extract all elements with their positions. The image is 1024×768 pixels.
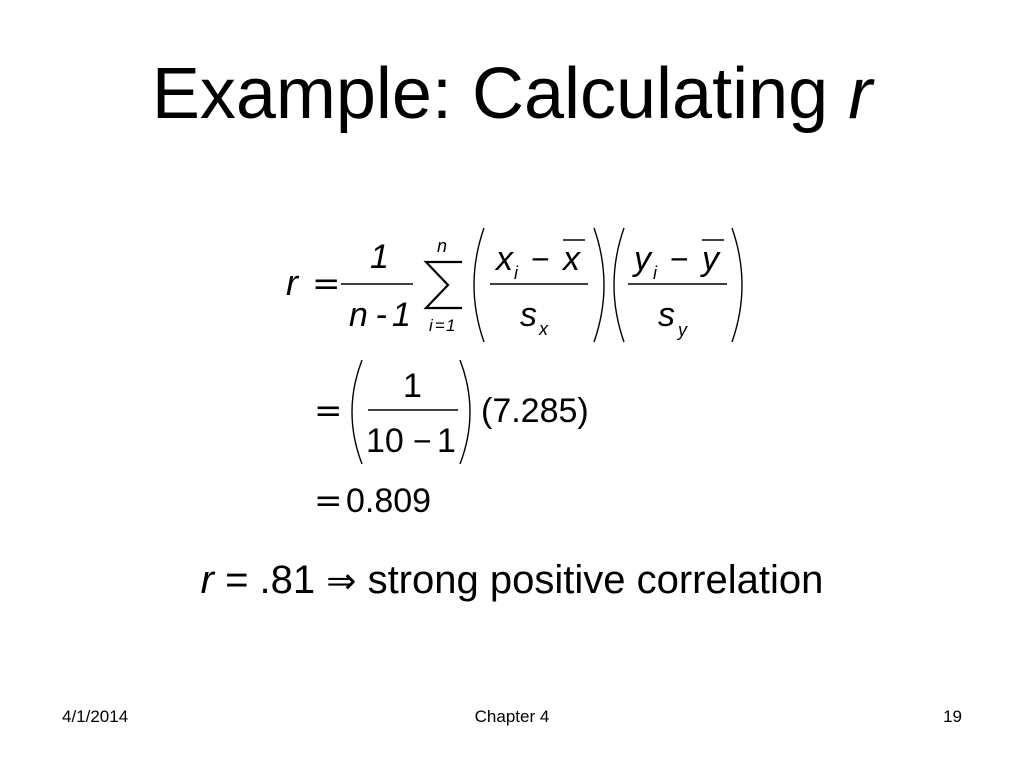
title-variable: r [848,54,873,134]
x-bar-variable: x [563,240,580,278]
calculation-step-1 [314,360,589,464]
step1-numerator: 1 [403,367,422,405]
coefficient-denominator-minus: - [376,296,388,334]
sum-lower-index: i [429,316,433,335]
summation-icon [426,262,462,308]
sx-variable: s [520,296,537,334]
r-symbol: r [286,262,298,303]
correlation-formula [286,228,742,342]
right-paren-y [732,228,742,342]
step1-left-paren [352,360,362,464]
conclusion-variable: r [200,558,214,602]
coefficient-denominator-one: 1 [392,296,411,334]
left-paren-y [614,228,624,342]
footer-page-number: 19 [943,707,962,726]
title-text: Example: Calculating [151,54,829,134]
right-paren-x [594,228,604,342]
step1-right-paren [460,360,470,464]
y-i-variable: y [634,240,651,278]
step1-factor: (7.285) [481,392,589,430]
y-bar-variable: y [702,240,719,278]
sum-lower-one: 1 [446,316,456,335]
step2-equals-sign: = [314,481,343,521]
sx-subscript: x [539,319,548,339]
calculation-step-2 [314,481,431,521]
left-paren-x [474,228,484,342]
sy-subscript: y [678,320,687,340]
coefficient-numerator: 1 [370,238,389,276]
footer-chapter: Chapter 4 [474,707,550,726]
y-minus-sign: − [670,241,689,277]
x-i-variable: x [496,240,513,278]
sum-upper-limit: n [437,236,448,256]
sum-lower-equals: = [435,316,445,335]
conclusion-value: = .81 [213,558,327,602]
x-minus-sign: − [531,241,550,277]
footer-date: 4/1/2014 [62,707,129,726]
sy-variable: s [658,296,675,334]
equals-sign: = [312,264,341,304]
implies-arrow-icon: ⇒ [326,561,357,602]
step1-denominator-minus: − [413,423,432,459]
step1-equals-sign: = [314,391,343,431]
step1-denominator-ten: 10 [366,422,404,460]
conclusion-text: strong positive correlation [356,558,824,602]
step1-denominator-one: 1 [437,422,456,460]
step2-value: 0.809 [346,482,432,520]
conclusion-line [0,556,1024,606]
coefficient-denominator-n: n [349,296,368,334]
x-i-subscript: i [514,263,518,283]
y-i-subscript: i [653,263,657,283]
